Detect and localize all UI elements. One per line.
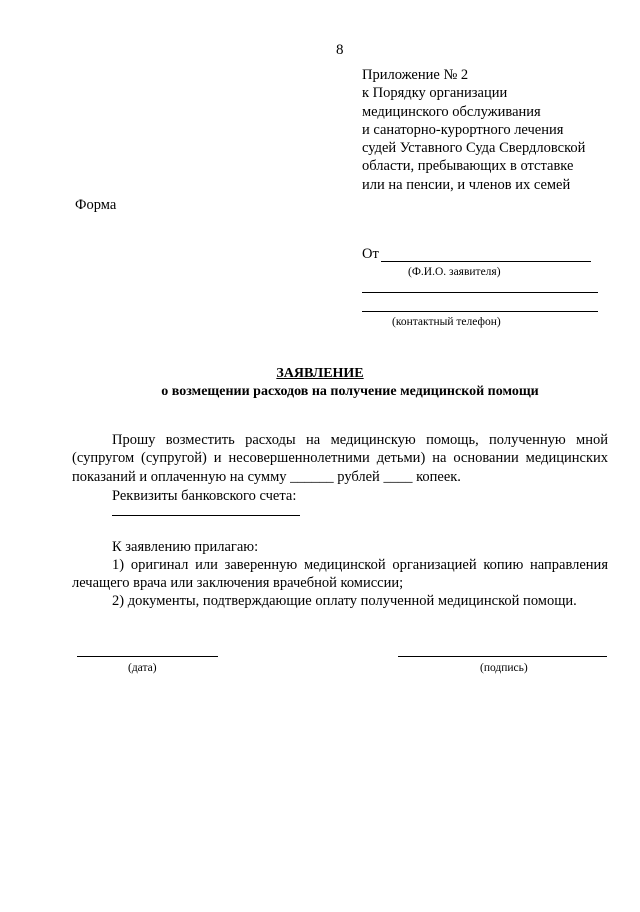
bank-details-label: Реквизиты банковского счета: — [112, 488, 297, 504]
request-line-1: Прошу возместить расходы на медицинскую помощь, полученную мной — [112, 432, 608, 448]
appendix-line: области, пребывающих в отставке — [362, 158, 574, 175]
attachment-item-1-line-2: лечащего врача или заключения врачебной комиссии; — [72, 575, 404, 591]
appendix-line: медицинского обслуживания — [362, 103, 541, 120]
date-caption: (дата) — [128, 662, 157, 674]
appendix-header — [362, 66, 585, 194]
bank-details-blank-line — [112, 515, 300, 516]
from-label: От — [362, 246, 379, 262]
request-line-3: показаний и оплаченную на сумму ______ рублей ____ копеек. — [72, 469, 461, 485]
attachment-item-1-line-1: 1) оригинал или заверенную медицинской организацией копию направления — [112, 557, 608, 573]
appendix-line: судей Уставного Суда Свердловской — [362, 140, 586, 157]
date-blank-line — [77, 656, 218, 657]
form-label: Форма — [75, 197, 117, 213]
fio-blank-line — [381, 261, 591, 262]
appendix-line: и санаторно-курортного лечения — [362, 121, 564, 138]
phone-blank-line — [362, 311, 598, 312]
signature-blank-line — [398, 656, 607, 657]
attachments-intro: К заявлению прилагаю: — [112, 539, 259, 555]
document-title: ЗАЯВЛЕНИЕ — [276, 366, 364, 381]
applicant-blank-line — [362, 292, 598, 293]
appendix-line: Приложение № 2 — [362, 67, 469, 83]
request-line-2: (супругом (супругой) и несовершеннолетними детьми) на основании медицинских — [72, 450, 608, 466]
phone-caption: (контактный телефон) — [392, 316, 501, 328]
attachment-item-2: 2) документы, подтверждающие оплату полученной медицинской помощи. — [112, 593, 577, 609]
appendix-line: к Порядку организации — [362, 85, 508, 102]
document-subtitle: о возмещении расходов на получение медицинской помощи — [161, 384, 539, 399]
page-number: 8 — [336, 42, 344, 58]
appendix-line: или на пенсии, и членов их семей — [362, 176, 571, 193]
signature-caption: (подпись) — [480, 662, 528, 674]
fio-caption: (Ф.И.О. заявителя) — [408, 266, 501, 278]
